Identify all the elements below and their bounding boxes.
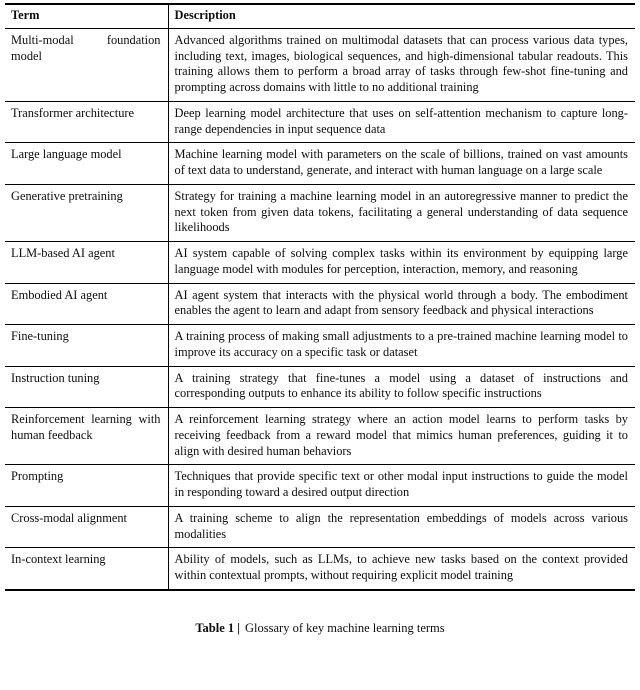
table-row [5, 28, 635, 101]
table-row [5, 506, 635, 548]
glossary-table-body [5, 28, 635, 590]
description-cell: Deep learning model architecture that uses on self-attention mechanism to capture long-range dependencies in input sequence data [168, 101, 635, 143]
header-row [5, 4, 635, 28]
term-cell: Multi-modal foundation model [5, 28, 168, 101]
description-cell: Ability of models, such as LLMs, to achieve new tasks based on the context provided within contextual prompts, without requiring explicit model training [168, 548, 635, 590]
term-cell: Prompting [5, 465, 168, 507]
description-cell: Machine learning model with parameters on the scale of billions, trained on vast amounts of text data to understand, generate, and interact with human language on a large scale [168, 143, 635, 185]
term-cell: In-context learning [11, 552, 106, 567]
table-row [5, 465, 635, 507]
table-row [5, 283, 635, 325]
term-cell: Fine-tuning [5, 325, 168, 367]
description-cell: A training process of making small adjustments to a pre-trained machine learning model to improve its accuracy on a specific task or dataset [168, 325, 635, 367]
description-cell: Techniques that provide specific text or other modal input instructions to guide the model in responding toward a desired output direction [168, 465, 635, 507]
term-cell: Embodied AI agent [5, 283, 168, 325]
term-cell: Generative pretraining [5, 184, 168, 241]
term-cell: Large language model [5, 143, 168, 185]
table-row [5, 101, 635, 143]
term-cell: Transformer architecture [5, 101, 168, 143]
glossary-table [5, 3, 635, 591]
table-row [5, 143, 635, 185]
table-row [5, 184, 635, 241]
term-cell: Reinforcement learning with human feedback [5, 408, 168, 465]
term-cell: Cross-modal alignment [5, 506, 168, 548]
term-cell: Instruction tuning [5, 366, 168, 408]
table-row [5, 242, 635, 284]
description-cell: A training scheme to align the representation embeddings of models across various modalities [168, 506, 635, 548]
column-header-description: Description [168, 4, 635, 28]
table-row [5, 366, 635, 408]
column-header-term: Term [5, 4, 168, 28]
description-cell: AI agent system that interacts with the physical world through a body. The embodiment enables the agent to learn and adapt from sensory feedback and physical interactions [168, 283, 635, 325]
description-cell: Advanced algorithms trained on multimodal datasets that can process various data types, including text, images, biological sequences, and high-dimensional tabular readouts. This training allows them to perform a broad array of tasks through few-shot fine-tuning and prompting across domains with little to no additional training [168, 28, 635, 101]
table-caption-label: Table 1 | [195, 620, 241, 635]
description-cell: A reinforcement learning strategy where an action model learns to perform tasks by receiving feedback from a reward model that mimics human preferences, guiding it to align with desired human behaviors [168, 408, 635, 465]
table-row [5, 408, 635, 465]
description-cell: Strategy for training a machine learning model in an autoregressive manner to predict the next token from given data tokens, facilitating a general understanding of data sequence likelihoods [168, 184, 635, 241]
table-caption-text: Glossary of key machine learning terms [245, 620, 445, 635]
table-caption [5, 621, 635, 636]
table-row [5, 325, 635, 367]
description-cell: AI system capable of solving complex tasks within its environment by equipping large language model with modules for perception, interaction, memory, and reasoning [168, 242, 635, 284]
table-row [5, 548, 635, 590]
description-cell: A training strategy that fine-tunes a model using a dataset of instructions and corresponding outputs to enhance its ability to follow specific instructions [168, 366, 635, 408]
term-cell: LLM-based AI agent [5, 242, 168, 284]
